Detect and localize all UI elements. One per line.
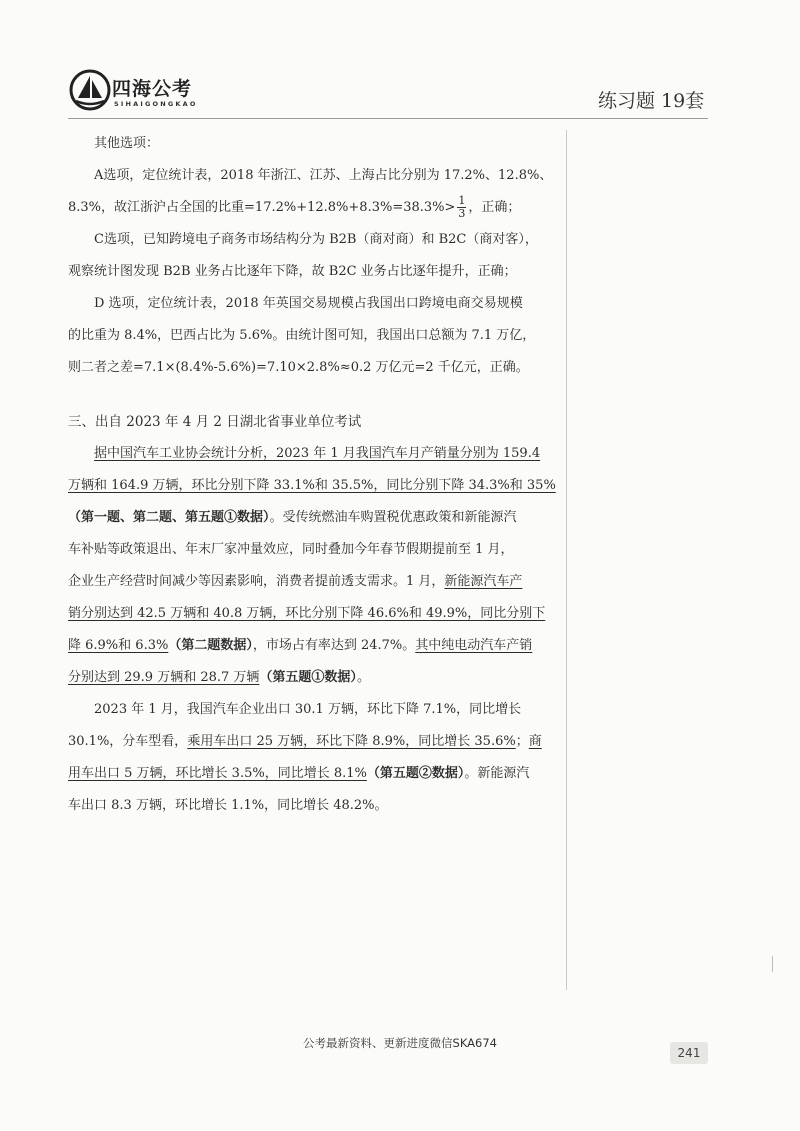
option-a: A选项，定位统计表，2018 年浙江、江苏、上海占比分别为 17.2%、12.8%、 bbox=[94, 168, 553, 183]
option-d-line3: 则二者之差=7.1×(8.4%-5.6%)=7.10×2.8%≈0.2 万亿元=2 千亿元，正确。 bbox=[68, 360, 529, 375]
series-title: 练习题 19套 bbox=[598, 90, 705, 112]
paragraph-2-line3: 用车出口 5 万辆，环比增长 3.5%，同比增长 8.1%（第五题②数据）。新能源汽 bbox=[68, 766, 530, 781]
page-body bbox=[68, 128, 558, 822]
paragraph-2-line1: 2023 年 1 月，我国汽车企业出口 30.1 万辆，环比下降 7.1%，同比增长 bbox=[94, 702, 522, 717]
bold-note: （第五题①数据） bbox=[259, 670, 357, 685]
bold-note: （第二题数据） bbox=[168, 638, 253, 653]
option-d-line2: 的比重为 8.4%，巴西占比为 5.6%。由统计图可知，我国出口总额为 7.1 万亿， bbox=[68, 328, 536, 343]
bold-note: （第五题②数据） bbox=[366, 766, 465, 781]
footer-note: 公考最新资料、更新进度微信SKA674 bbox=[303, 1036, 497, 1050]
one-third-fraction: $\frac{1}{3}$ bbox=[458, 194, 466, 220]
option-c-line2: 观察统计图发现 B2B 业务占比逐年下降，故 B2C 业务占比逐年提升，正确； bbox=[68, 264, 517, 279]
margin-line bbox=[566, 130, 567, 990]
paragraph-1-line1: 据中国汽车工业协会统计分析，2023 年 1 月我国汽车月产销量分别为 159.4 bbox=[94, 446, 541, 461]
sailboat-logo-icon bbox=[68, 68, 112, 112]
paragraph-2-line2: 30.1%，分车型看，乘用车出口 25 万辆，环比下降 8.9%，同比增长 35.6%；商 bbox=[68, 734, 542, 749]
logo-text: 四海公考 bbox=[112, 78, 193, 100]
edge-mark bbox=[772, 956, 773, 972]
section-three-title: 三、出自 2023 年 4 月 2 日湖北省事业单位考试 bbox=[68, 414, 362, 430]
paragraph-1-line2: 万辆和 164.9 万辆，环比分别下降 33.1%和 35.5%，同比分别下降 34.3%和 35% bbox=[68, 478, 556, 493]
paragraph-1-line3: （第一题、第二题、第五题①数据）。受传统燃油车购置税优惠政策和新能源汽 bbox=[68, 510, 517, 525]
option-a-line2: 8.3%，故江浙沪占全国的比重=17.2%+12.8%+8.3%=38.3%> $\frac{1}{3}$ ，正确； bbox=[68, 194, 521, 220]
paragraph-1-line4: 车补贴等政策退出、年末厂家冲量效应，同时叠加今年春节假期提前至 1 月， bbox=[68, 542, 514, 557]
page-number: 241 bbox=[670, 1042, 708, 1064]
paragraph-2-line4: 车出口 8.3 万辆，环比增长 1.1%，同比增长 48.2%。 bbox=[68, 798, 388, 813]
paragraph-1-line5: 企业生产经营时间减少等因素影响，消费者提前透支需求。1 月，新能源汽车产 bbox=[68, 574, 523, 589]
logo-subtitle: SIHAIGONGKAO bbox=[114, 100, 198, 108]
option-c: C选项，已知跨境电子商务市场结构分为 B2B（商对商）和 B2C（商对客）， bbox=[94, 232, 538, 247]
other-options-label: 其他选项： bbox=[94, 136, 160, 151]
bold-note: （第一题、第二题、第五题①数据） bbox=[68, 510, 270, 525]
paragraph-1-line6: 销分别达到 42.5 万辆和 40.8 万辆，环比分别下降 46.6%和 49.9%，同比分别下 bbox=[68, 606, 546, 621]
brand-logo bbox=[68, 68, 228, 118]
paragraph-1-line8: 分别达到 29.9 万辆和 28.7 万辆（第五题①数据）。 bbox=[68, 670, 370, 685]
paragraph-1-line7: 降 6.9%和 6.3%（第二题数据），市场占有率达到 24.7%。其中纯电动汽车产销 bbox=[68, 638, 533, 653]
option-d: D 选项，定位统计表，2018 年英国交易规模占我国出口跨境电商交易规模 bbox=[94, 296, 523, 311]
header-divider bbox=[68, 118, 708, 119]
